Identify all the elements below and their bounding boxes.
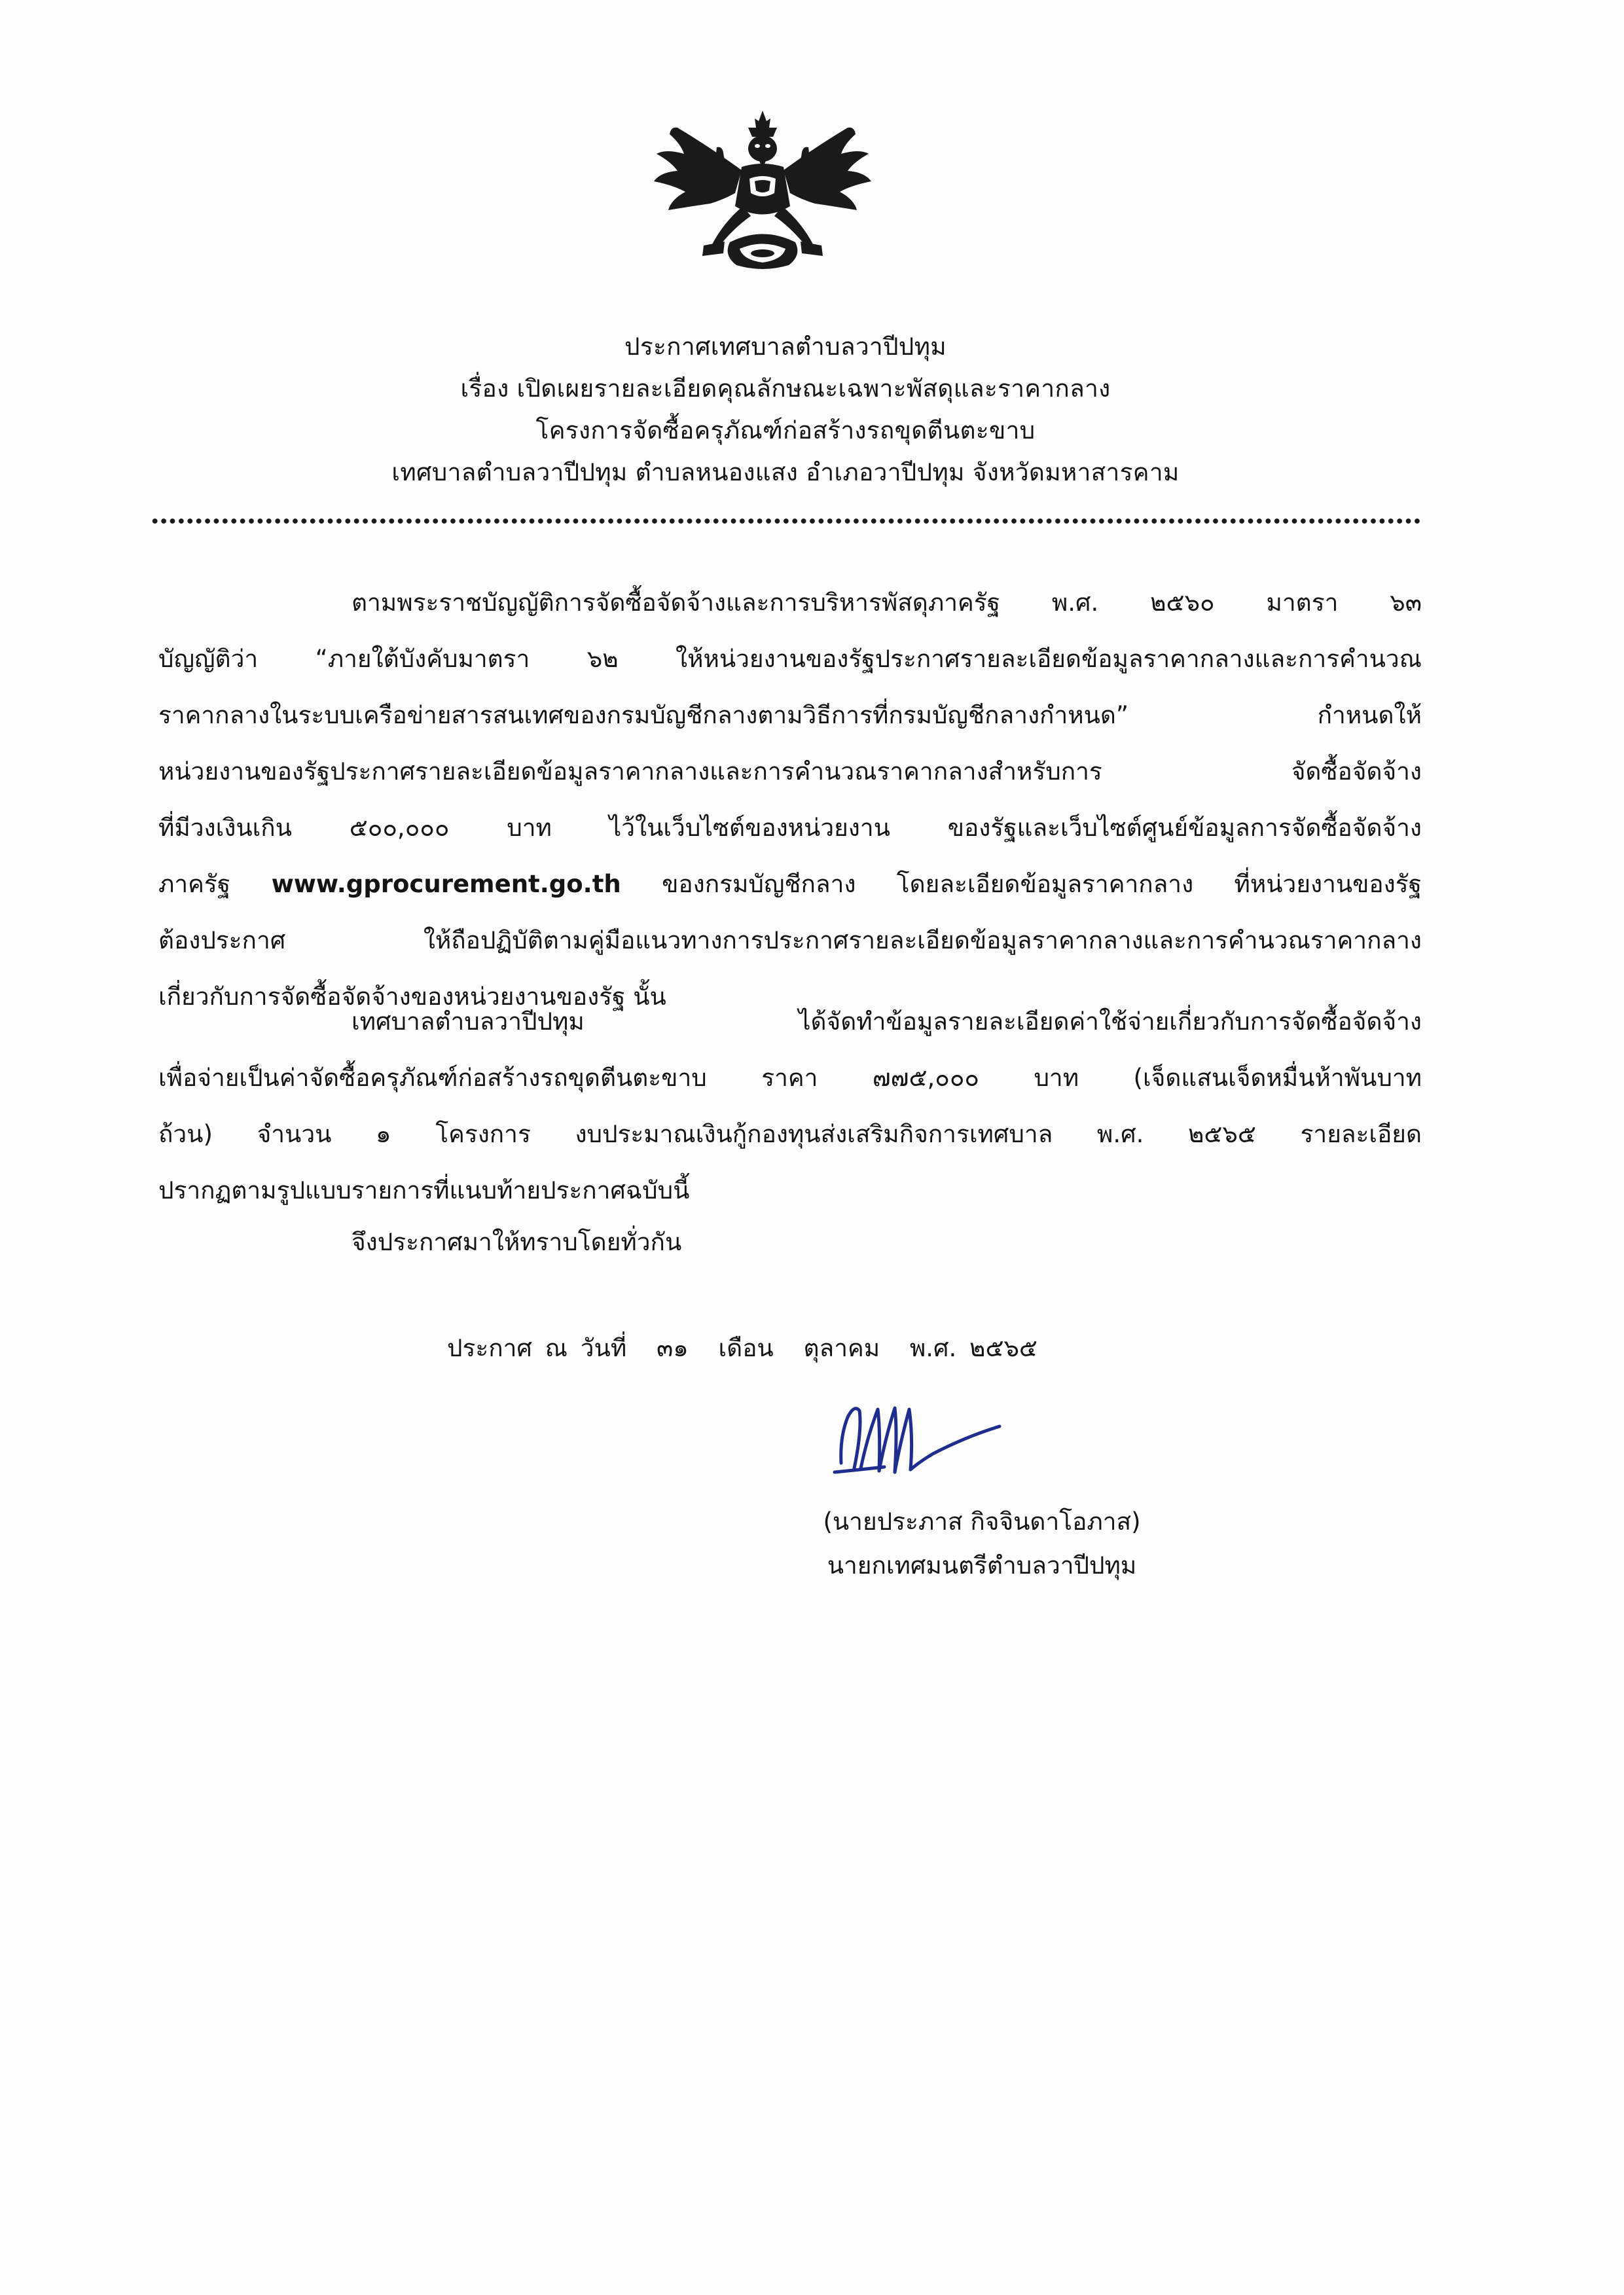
paragraph-line: ราคากลางในระบบเครือข่ายสารสนเทศของกรมบัญชีกลางตามวิธีการที่กรมบัญชีกลางกำหนด” กำหนดให้ [158, 701, 1422, 729]
subject-line: เรื่อง เปิดเผยรายละเอียดคุณลักษณะเฉพาะพัสดุและราคากลาง [460, 374, 1111, 403]
date-year: พ.ศ. ๒๕๖๕ [909, 1334, 1038, 1362]
org-title: ประกาศเทศบาลตำบลวาปีปทุม [624, 333, 947, 361]
paragraph-line: เทศบาลตำบลวาปีปทุม ได้จัดทำข้อมูลรายละเอียดค่าใช้จ่ายเกี่ยวกับการจัดซื้อจัดจ้าง [352, 1007, 1422, 1036]
paragraph-line: บัญญัติว่า “ภายใต้บังคับมาตรา ๖๒ ให้หน่วยงานของรัฐประกาศรายละเอียดข้อมูลราคากลางและการคำนวณ [158, 645, 1422, 673]
paragraph-line: หน่วยงานของรัฐประกาศรายละเอียดข้อมูลราคากลางและการคำนวณราคากลางสำหรับการ จัดซื้อจัดจ้าง [158, 757, 1422, 786]
date-prefix: ประกาศ ณ วันที่ [447, 1334, 627, 1362]
project-line: โครงการจัดซื้อครุภัณฑ์ก่อสร้างรถขุดตีนตะขาบ [535, 416, 1036, 444]
handwritten-signature [821, 1391, 1057, 1483]
document-header [131, 326, 1440, 494]
paragraph-line: ที่มีวงเงินเกิน ๕๐๐,๐๐๐ บาท ไว้ในเว็บไซต์ของหน่วยงาน ของรัฐและเว็บไซต์ศูนย์ข้อมูลการจัดซื้อจัดจ้าง [158, 814, 1422, 842]
paragraph-line: เกี่ยวกับการจัดซื้อจัดจ้างของหน่วยงานของรัฐ นั้น [158, 983, 666, 1011]
date-month-label: เดือน [718, 1334, 774, 1362]
paragraph-1 [158, 575, 1422, 1025]
announcement-date [447, 1329, 1038, 1368]
signer-name: (นายประภาส กิจจินดาโอภาส) [823, 1508, 1141, 1536]
location-line: เทศบาลตำบลวาปีปทุม ตำบลหนองแสง อำเภอวาปีปทุม จังหวัดมหาสารคาม [391, 458, 1180, 486]
paragraph-line: ปรากฏตามรูปแบบรายการที่แนบท้ายประกาศฉบับนี้ [158, 1176, 690, 1204]
paragraph-line: ตามพระราชบัญญัติการจัดซื้อจัดจ้างและการบริหารพัสดุภาครัฐ พ.ศ. ๒๕๖๐ มาตรา ๖๓ [352, 588, 1422, 617]
signer-position: นายกเทศมนตรีตำบลวาปีปทุม [827, 1551, 1137, 1580]
date-day: ๓๑ [656, 1334, 689, 1362]
dotted-divider [151, 517, 1422, 525]
date-month: ตุลาคม [803, 1334, 880, 1362]
url-prefix-text: ภาครัฐ [158, 870, 272, 898]
paragraph-line-with-url [158, 856, 1422, 913]
gprocurement-url: www.gprocurement.go.th [271, 870, 621, 898]
paragraph-line: เพื่อจ่ายเป็นค่าจัดซื้อครุภัณฑ์ก่อสร้างรถขุดตีนตะขาบ ราคา ๗๗๕,๐๐๐ บาท (เจ็ดแสนเจ็ดหมื่นห้าพันบาท [158, 1064, 1422, 1092]
paragraph-2 [158, 994, 1422, 1219]
url-suffix-text: ของกรมบัญชีกลาง โดยละเอียดข้อมูลราคากลาง ที่หน่วยงานของรัฐ [621, 870, 1422, 898]
closing-statement: จึงประกาศมาให้ทราบโดยทั่วกัน [352, 1228, 682, 1256]
paragraph-line: ถ้วน) จำนวน ๑ โครงการ งบประมาณเงินกู้กองทุนส่งเสริมกิจการเทศบาล พ.ศ. ๒๕๖๕ รายละเอียด [158, 1120, 1422, 1148]
paragraph-line: ต้องประกาศ ให้ถือปฏิบัติตามคู่มือแนวทางการประกาศรายละเอียดข้อมูลราคากลางและการคำนวณราคากลาง [158, 926, 1422, 954]
garuda-emblem-icon [651, 108, 874, 275]
